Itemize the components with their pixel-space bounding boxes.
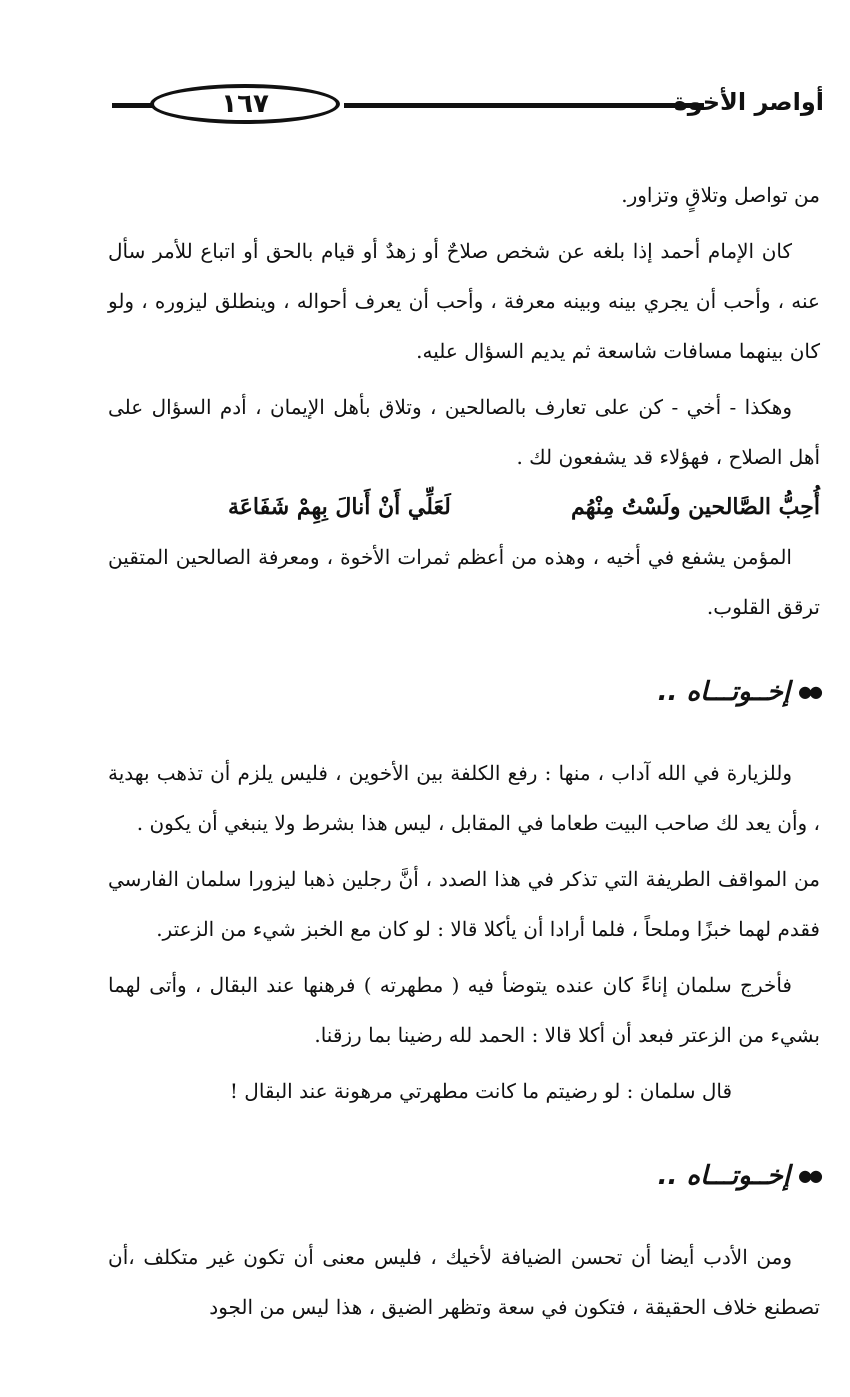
section-heading (108, 1146, 820, 1206)
running-head: أواصر الأخوة (673, 88, 824, 116)
paragraph: من المواقف الطريفة التي تذكر في هذا الصدد ، أنَّ رجلين ذهبا ليزورا سلمان الفارسي فقدم لهما خبزًا وملحاً ، فلما أرادا أن يأكلا قالا : لو كان مع الخبز شيء من الزعتر. (108, 867, 820, 941)
section-heading (108, 662, 820, 722)
page-number: ١٦٧ (150, 84, 340, 124)
bullet-icon: ●● (798, 1166, 820, 1185)
bullet-icon: ●● (798, 682, 820, 701)
paragraph: ومن الأدب أيضا أن تحسن الضيافة لأخيك ، فليس معنى أن تكون غير متكلف ،أن تصطنع خلاف الحقيقة ، فتكون في سعة وتظهر الضيق ، هذا ليس من الجود (108, 1245, 820, 1319)
section-heading-text: إخــوتـــاه .. (657, 677, 791, 707)
paragraph: كان الإمام أحمد إذا بلغه عن شخص صلاحٌ أو زهدٌ أو قيام بالحق أو اتباع للأمر سأل عنه ، وأحب أن يجري بينه وبينه معرفة ، وأحب أن يعرف أحواله ، وينطلق ليزوره ، ولو كان بينهما مسافات شاسعة ثم يديم السؤال عليه. (108, 239, 820, 363)
paragraph: وهكذا - أخي - كن على تعارف بالصالحين ، وتلاق بأهل الإيمان ، أدم السؤال على أهل الصلاح ، فهؤلاء قد يشفعون لك . (108, 395, 820, 469)
page-body (108, 170, 820, 1332)
paragraph: قال سلمان : لو رضيتم ما كانت مطهرتي مرهونة عند البقال ! (229, 1079, 732, 1103)
header-rule-left (112, 103, 152, 108)
poem-verse (108, 482, 820, 532)
paragraph: من تواصل وتلاقٍ وتزاور. (621, 183, 820, 207)
header-rule-middle (344, 103, 704, 108)
section-heading-text: إخــوتـــاه .. (657, 1161, 791, 1191)
paragraph: وللزيارة في الله آداب ، منها : رفع الكلفة بين الأخوين ، فليس يلزم أن تذهب بهدية ، وأن يعد لك صاحب البيت طعاما في المقابل ، ليس هذا بشرط ولا ينبغي أن يكون . (108, 761, 820, 835)
verse-first-hemistich: أُحِبُّ الصَّالحين ولَسْتُ مِنْهُم (571, 494, 820, 520)
paragraph: فأخرج سلمان إناءً كان عنده يتوضأ فيه ( مطهرته ) فرهنها عند البقال ، وأتى لهما بشيء من الزعتر فبعد أن أكلا قالا : الحمد لله رضينا بما رزقنا. (108, 973, 820, 1047)
page-header (112, 78, 824, 128)
verse-second-hemistich: لَعَلِّي أَنْ أَنالَ بِهِمْ شَفَاعَة (228, 494, 451, 520)
paragraph: المؤمن يشفع في أخيه ، وهذه من أعظم ثمرات الأخوة ، ومعرفة الصالحين المتقين ترقق القلوب. (108, 545, 820, 619)
